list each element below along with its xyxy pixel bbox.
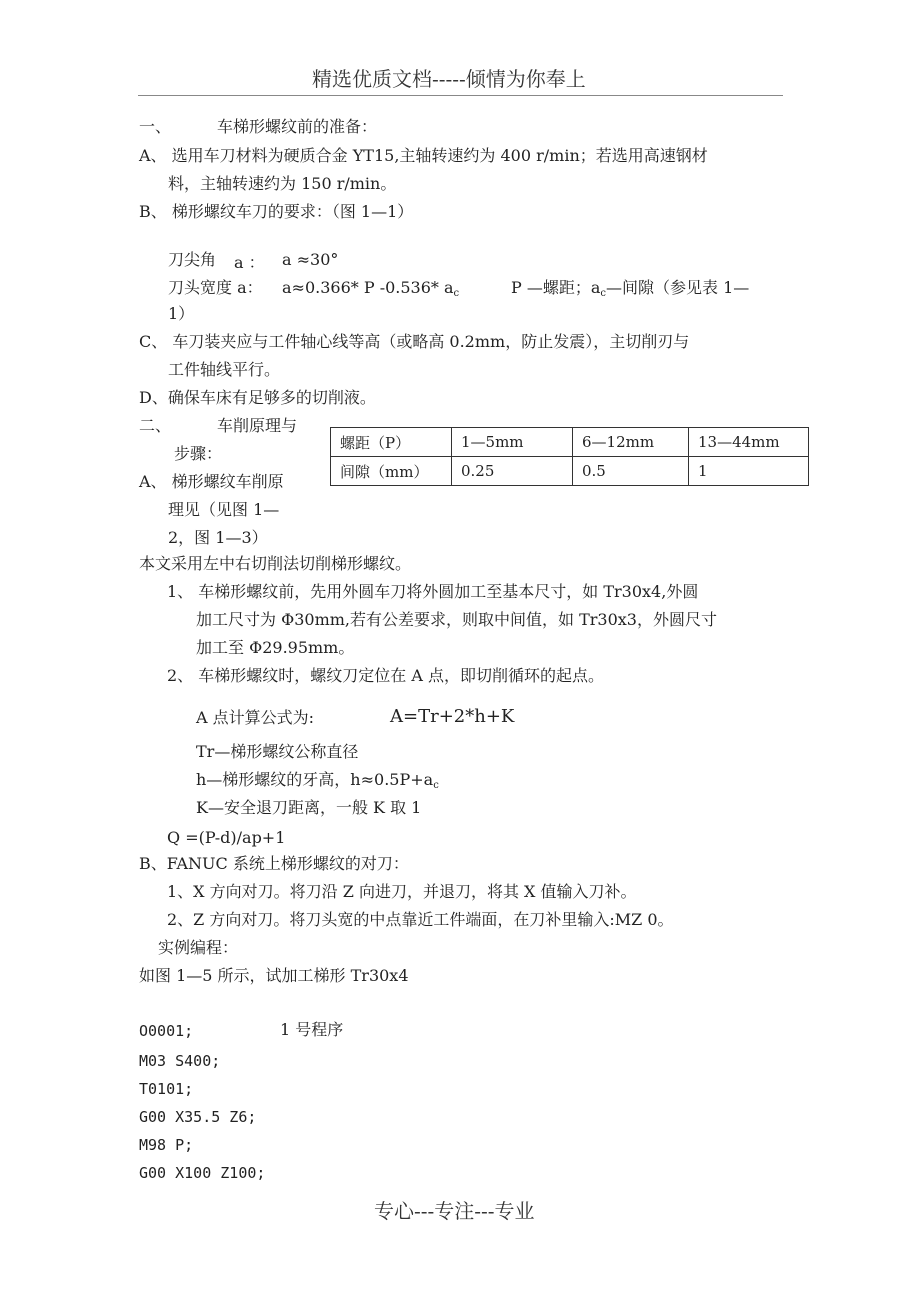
- table-cell: 13—44mm: [689, 428, 809, 457]
- tr-definition: Tr—梯形螺纹公称直径: [196, 742, 359, 761]
- section2-a-line3: 2，图 1—3）: [168, 528, 268, 547]
- tip-width-formula-text: a≈0.366* P -0.536* a: [282, 278, 454, 297]
- table-cell: 0.25: [452, 457, 573, 486]
- program-line: G00 X100 Z100;: [139, 1164, 266, 1182]
- table-cell: 0.5: [573, 457, 689, 486]
- pitch-note-sub: c: [600, 288, 607, 299]
- section1-c-line2: 工件轴线平行。: [168, 360, 281, 379]
- section2-number: 二、: [139, 416, 172, 435]
- program-line: M03 S400;: [139, 1052, 221, 1070]
- page-header-title: 精选优质文档-----倾情为你奉上: [312, 67, 586, 91]
- h-definition-text: h—梯形螺纹的牙高，h≈0.5P+a: [196, 770, 434, 789]
- section1-a-line1: A、 选用车刀材料为硬质合金 YT15,主轴转速约为 400 r/min；若选用高速钢材: [139, 146, 708, 165]
- z-direction-line: 2、Z 方向对刀。将刀头宽的中点靠近工件端面，在刀补里输入:MZ 0。: [167, 910, 674, 929]
- q-formula: Q =(P-d)/ap+1: [167, 828, 286, 847]
- h-definition: [196, 772, 439, 791]
- program-name: O0001;: [139, 1022, 194, 1040]
- table-cell: 螺距（P）: [331, 428, 452, 457]
- example-description: 如图 1—5 所示，试加工梯形 Tr30x4: [139, 966, 409, 985]
- step2-line: 2、 车梯形螺纹时，螺纹刀定位在 A 点，即切削循环的起点。: [167, 666, 604, 685]
- method-line: 本文采用左中右切削法切削梯形螺纹。: [139, 554, 412, 573]
- table-cell: 间隙（mm）: [331, 457, 452, 486]
- section1-number: 一、: [139, 117, 172, 136]
- section2-a-line1: A、 梯形螺纹车削原: [139, 472, 284, 491]
- h-definition-sub: c: [433, 780, 439, 791]
- table-row: [331, 428, 809, 457]
- tip-width-formula: [282, 280, 459, 299]
- section2-a-line2: 理见（见图 1—: [168, 500, 280, 519]
- tip-width-label: 刀头宽度 a：: [168, 278, 263, 297]
- tip-width-formula-sub: c: [453, 288, 460, 299]
- tip-angle-value: a ≈30°: [282, 250, 339, 269]
- section1-b-line: B、 梯形螺纹车刀的要求：（图 1—1）: [139, 202, 414, 221]
- formula-label: A 点计算公式为:: [196, 708, 315, 727]
- step1-line3: 加工至 Φ29.95mm。: [196, 638, 355, 657]
- step1-line1: 1、 车梯形螺纹前，先用外圆车刀将外圆加工至基本尺寸，如 Tr30x4,外圆: [167, 582, 699, 601]
- pitch-note: [511, 280, 749, 299]
- table-cell: 1: [689, 457, 809, 486]
- k-definition: K—安全退刀距离，一般 K 取 1: [196, 798, 422, 817]
- example-title: 实例编程：: [158, 938, 239, 957]
- program-comment: 1 号程序: [280, 1020, 344, 1039]
- section1-title: 车梯形螺纹前的准备：: [217, 117, 378, 136]
- step1-line2: 加工尺寸为 Φ30mm,若有公差要求，则取中间值，如 Tr30x3，外圆尺寸: [196, 610, 717, 629]
- table-cell: 6—12mm: [573, 428, 689, 457]
- section1-c-line1: C、 车刀装夹应与工件轴心线等高（或略高 0.2mm，防止发震），主切削刃与: [139, 332, 690, 351]
- table-cell: 1—5mm: [452, 428, 573, 457]
- section1-a-line2: 料，主轴转速约为 150 r/min。: [168, 174, 397, 193]
- sectionB-title: B、FANUC 系统上梯形螺纹的对刀：: [139, 854, 409, 873]
- program-line: T0101;: [139, 1080, 194, 1098]
- pitch-note-text-1: P —螺距；a: [511, 278, 601, 297]
- program-line: M98 P;: [139, 1136, 194, 1154]
- x-direction-line: 1、X 方向对刀。将刀沿 Z 向进刀，并退刀，将其 X 值输入刀补。: [167, 882, 637, 901]
- page-footer: 专心---专注---专业: [374, 1199, 535, 1223]
- table-row: [331, 457, 809, 486]
- section2-title-1: 车削原理与: [217, 416, 298, 435]
- pitch-clearance-table: [330, 427, 809, 486]
- tip-angle-symbol: a ：: [234, 253, 265, 272]
- tip-angle-label: 刀尖角: [168, 250, 217, 269]
- header-rule: [138, 95, 783, 96]
- formula: A=Tr+2*h+K: [390, 706, 515, 727]
- program-line: G00 X35.5 Z6;: [139, 1108, 257, 1126]
- section1-d-line: D、确保车床有足够多的切削液。: [139, 388, 376, 407]
- pitch-note-text-2: —间隙（参见表 1—: [606, 278, 750, 297]
- pitch-note-continuation: 1）: [168, 304, 195, 323]
- section2-title-2: 步骤：: [174, 444, 223, 463]
